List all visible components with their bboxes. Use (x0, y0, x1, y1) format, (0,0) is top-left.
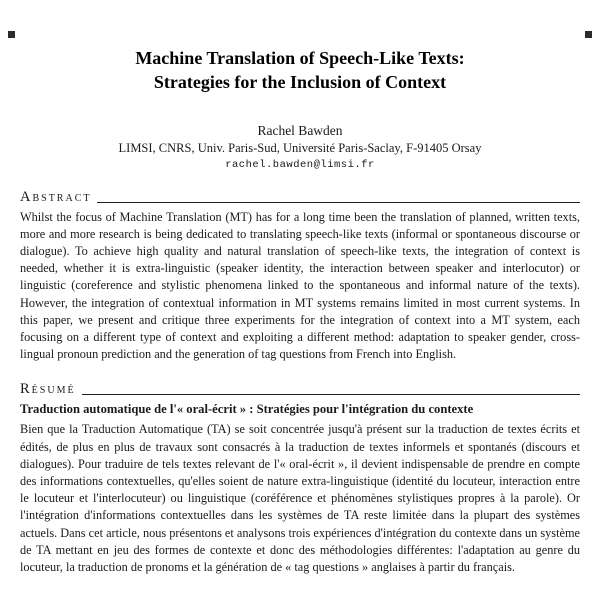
resume-body-text: Bien que la Traduction Automatique (TA) se soit concentrée jusqu'à présent sur la traduction de textes écrits et édités, de plus en plus de travaux sont consacrés à la traduction de textes informels et spontanés (discours et dialogues). Pour traduire de tels textes relevant de l'« oral-écrit », il devient indispensable de prendre en compte des informations contextuelles, qu'elles soient de nature extra-linguistique (identité du locuteur, interaction entre le locuteur et l'interlocuteur) ou linguistique (coréférence et phénomènes stylistiques propres à la parole). Or l'intégration d'informations contextuelles dans les systèmes de TA reste limitée dans la plupart des systèmes actuels. Dans cet article, nous présentons et analysons trois expériences d'intégration du contexte dans un système de TA mettant en jeu des formes de contexte et donc des méthodologies différentes: l'adaptation au genre du locuteur, la traduction de pronoms et la génération de « tag questions » anglaises à partir du français. (20, 422, 580, 575)
abstract-heading-rule (97, 202, 580, 203)
paper-title (20, 46, 580, 95)
paper-title-line1: Machine Translation of Speech-Like Texts: (135, 48, 465, 68)
abstract-section-heading (20, 189, 580, 206)
resume-section (20, 381, 580, 576)
resume-section-heading (20, 381, 580, 398)
abstract-heading-label: Abstract (20, 188, 92, 205)
abstract-section (20, 189, 580, 364)
author-affiliation: LIMSI, CNRS, Univ. Paris-Sud, Université Paris-Saclay, F-91405 Orsay (118, 140, 482, 155)
crop-mark-top-right (585, 31, 592, 38)
resume-heading-label: Résumé (20, 381, 76, 398)
author-name: Rachel Bawden (257, 122, 343, 138)
resume-heading-rule (82, 394, 580, 395)
abstract-body-text: Whilst the focus of Machine Translation (MT) has for a long time been the translation of planned, written texts, more and more research is being dedicated to translating speech-like texts (informal or spontaneous discourse or dialogue). To achieve high quality and natural translation of speech-like texts, the integration of context is needed, whether it is extra-linguistic (speaker identity, the interaction between speaker and interlocutor) or linguistic (coreference and stylistic phenomena linked to the spontaneous and informal nature of the texts). However, the integration of contextual information in MT systems remains limited in most current systems. In this paper, we present and critique three experiments for the integration of context into a MT system, each focusing on a different type of context and exploiting a different method: adaptation to speaker gender, cross-lingual pronoun prediction and the generation of tag questions from French into English. (20, 209, 580, 362)
paper-title-line2: Strategies for the Inclusion of Context (153, 72, 447, 93)
author-email: rachel.bawden@limsi.fr (225, 158, 375, 171)
crop-mark-top-left (8, 31, 15, 38)
resume-subtitle-text: Traduction automatique de l'« oral-écrit » : Stratégies pour l'intégration du contexte (20, 402, 474, 417)
